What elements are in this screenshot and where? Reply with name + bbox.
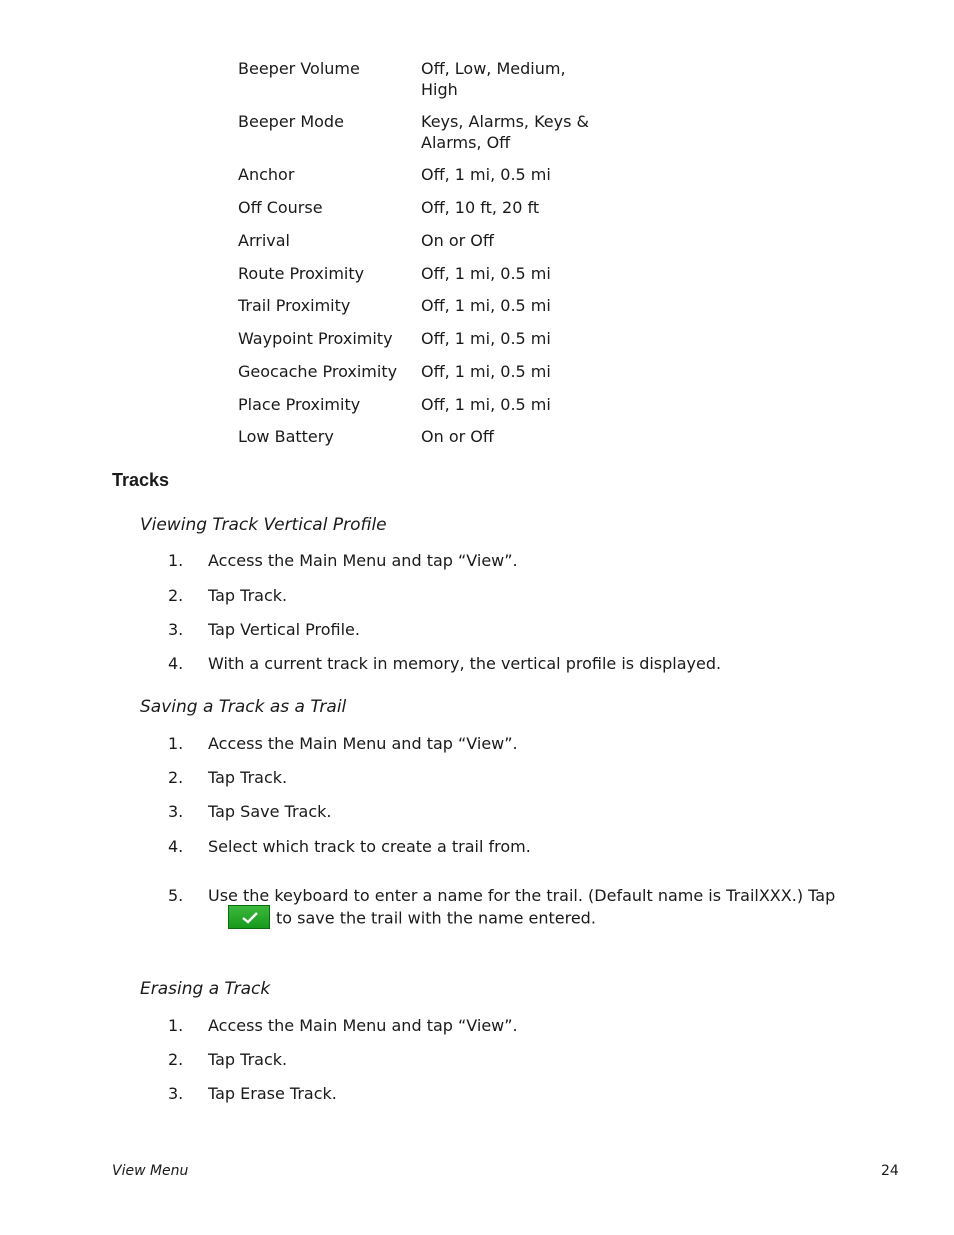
step-number: 3.: [168, 1084, 184, 1103]
step-text: Tap Vertical Profile.: [208, 620, 360, 639]
step-number: 2.: [168, 768, 184, 787]
setting-value: Off, 1 mi, 0.5 mi: [421, 264, 551, 283]
setting-name: Route Proximity: [238, 264, 365, 283]
setting-name: Beeper Mode: [238, 112, 344, 131]
step-text: Tap Track.: [208, 1050, 288, 1069]
step-text-after: to save the trail with the name entered.: [276, 908, 596, 928]
setting-name: Place Proximity: [238, 395, 361, 414]
step-number: 2.: [168, 586, 184, 605]
step-text: With a current track in memory, the vertical profile is displayed.: [208, 654, 722, 673]
section-title: Tracks: [112, 470, 170, 490]
step-number: 4.: [168, 837, 184, 856]
step-number: 1.: [168, 1016, 184, 1035]
step-text: Access the Main Menu and tap “View”.: [208, 734, 518, 753]
step-text: Select which track to create a trail from.: [208, 837, 531, 856]
setting-value: Off, Low, Medium, High: [421, 59, 566, 99]
setting-name: Low Battery: [238, 427, 334, 446]
setting-name: Off Course: [238, 198, 323, 217]
footer-section-name: View Menu: [112, 1163, 189, 1179]
step-number: 5.: [168, 886, 184, 905]
setting-name: Trail Proximity: [238, 296, 351, 315]
step-number: 1.: [168, 734, 184, 753]
setting-value: Off, 1 mi, 0.5 mi: [421, 329, 551, 348]
setting-value: Off, 1 mi, 0.5 mi: [421, 296, 551, 315]
step-text-before: Use the keyboard to enter a name for the trail. (Default name is TrailXXX.) Tap: [208, 886, 836, 905]
setting-value: Keys, Alarms, Keys & Alarms, Off: [421, 112, 590, 152]
step-number: 3.: [168, 802, 184, 821]
setting-name: Beeper Volume: [238, 59, 360, 78]
setting-value: On or Off: [421, 231, 494, 250]
setting-name: Anchor: [238, 165, 295, 184]
setting-value: Off, 1 mi, 0.5 mi: [421, 165, 551, 184]
step-text: Access the Main Menu and tap “View”.: [208, 1016, 518, 1035]
setting-value: On or Off: [421, 427, 494, 446]
setting-name: Waypoint Proximity: [238, 329, 393, 348]
confirm-button[interactable]: [228, 905, 270, 929]
step-number: 4.: [168, 654, 184, 673]
page-number: 24: [881, 1163, 899, 1179]
step-text: Tap Track.: [208, 586, 288, 605]
saving-subheading: Saving a Track as a Trail: [140, 697, 347, 717]
step-text: Access the Main Menu and tap “View”.: [208, 551, 518, 570]
step-text: Tap Erase Track.: [208, 1084, 337, 1103]
setting-value: Off, 1 mi, 0.5 mi: [421, 362, 551, 381]
viewing-subheading: Viewing Track Vertical Profile: [140, 515, 387, 535]
setting-name: Arrival: [238, 231, 290, 250]
setting-name: Geocache Proximity: [238, 362, 398, 381]
checkmark-icon: [241, 911, 259, 924]
step-text: [208, 885, 888, 931]
step-number: 2.: [168, 1050, 184, 1069]
step-number: 3.: [168, 620, 184, 639]
step-text: Tap Track.: [208, 768, 288, 787]
step-number: 1.: [168, 551, 184, 570]
setting-value: Off, 10 ft, 20 ft: [421, 198, 540, 217]
step-text: Tap Save Track.: [208, 802, 332, 821]
setting-value: Off, 1 mi, 0.5 mi: [421, 395, 551, 414]
erasing-subheading: Erasing a Track: [140, 979, 271, 999]
